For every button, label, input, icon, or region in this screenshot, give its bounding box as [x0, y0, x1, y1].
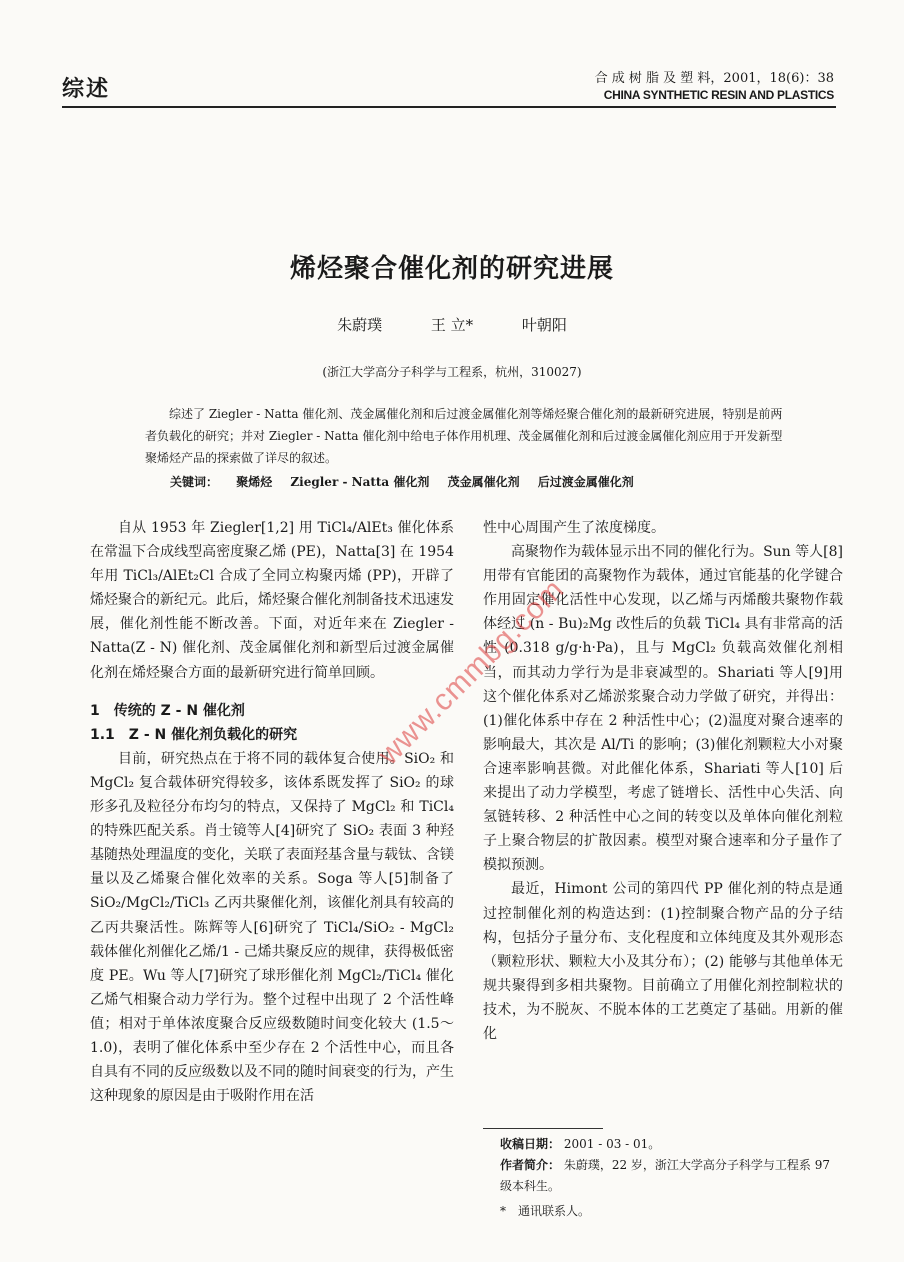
keyword: 后过渡金属催化剂: [537, 475, 634, 489]
affiliation: (浙江大学高分子科学与工程系，杭州，310027): [322, 365, 582, 379]
corresponding-note: * 通讯联系人。: [500, 1204, 591, 1218]
author-name: 叶朝阳: [521, 316, 567, 334]
left-column: [90, 516, 454, 1108]
watermark: www.cmmbg.com: [372, 572, 571, 772]
author-note: [500, 1155, 845, 1197]
body-paragraph: 最近，Himont 公司的第四代 PP 催化剂的特点是通过控制催化剂的构造达到：(1)控制聚合物产品的分子结构，包括分子量分布、支化程度和立体纯度及其外观形态（颗粒形状、颗粒大小及其分布）；(2) 能够与其他单体无规共聚得到多相共聚物。目前确立了用催化剂控制粒状的技术，为不脱灰、不脱本体的工艺奠定了基础。用新的催化: [483, 881, 843, 1042]
received-value: 2001 - 03 - 01。: [563, 1137, 661, 1151]
body-paragraph: 高聚物作为载体显示出不同的催化行为。Sun 等人[8] 用带有官能团的高聚物作为载体，通过官能基的化学键合作用固定催化活性中心发现，以乙烯与丙烯酸共聚物作载体经过 (n - Bu)₂Mg 改性后的负载 TiCl₄ 具有非常高的活性 (0.318 g/g·h·Pa)，且与 MgCl₂ 负载高效催化剂相当，而其动力学行为是非衰减型的。Shariati 等人[9]用这个催化体系对乙烯淤浆聚合动力学做了研究，并得出：(1)催化体系中存在 2 种活性中心；(2)温度对聚合速率的影响最大，其次是 Al/Ti 的影响；(3)催化剂颗粒大小对聚合速率影响甚微。对此催化体系，Shariati 等人[10] 后来提出了动力学模型，考虑了链增长、活性中心失活、向氢链转移、2 种活性中心之间的转变以及单体向催化剂粒子上聚合物层的扩散因素。模型对聚合速率和分子量作了模拟预测。: [483, 544, 843, 874]
author-list: [0, 314, 904, 335]
journal-header: [434, 70, 834, 104]
intro-paragraph: 自从 1953 年 Ziegler[1,2] 用 TiCl₄/AlEt₃ 催化体系在常温下合成线型高密度聚乙烯 (PE)，Natta[3] 在 1954 年用 TiCl₃/AlEt₂Cl 合成了全同立构聚丙烯 (PP)，开辟了烯烃聚合的新纪元。此后，烯烃聚合催化剂制备技术迅速发展，催化剂性能不断改善。下面，对近年来在 Ziegler - Natta(Z - N) 催化剂、茂金属催化剂和新型后过渡金属催化剂在烯烃聚合方面的最新研究进行简单回顾。: [90, 520, 454, 681]
body-paragraph: 性中心周围产生了浓度梯度。: [483, 520, 665, 536]
journal-english-name: CHINA SYNTHETIC RESIN AND PLASTICS: [603, 88, 834, 102]
keyword: 茂金属催化剂: [447, 475, 520, 489]
abstract: 综述了 Ziegler - Natta 催化剂、茂金属催化剂和后过渡金属催化剂等烯烃聚合催化剂的最新研究进展，特别是前两者负载化的研究；并对 Ziegler - Natta 催化剂中给电子体作用机理、茂金属催化剂和后过渡金属催化剂应用于开发新型聚烯烃产品的探索做了详尽的叙述。: [145, 407, 783, 465]
received-label: 收稿日期：: [500, 1137, 561, 1151]
body-paragraph: 目前，研究热点在于将不同的载体复合使用。SiO₂ 和 MgCl₂ 复合载体研究得较多，该体系既发挥了 SiO₂ 的球形多孔及粒径分布均匀的特点，又保持了 MgCl₂ 和 TiCl₄ 的特殊匹配关系。肖士镜等人[4]研究了 SiO₂ 表面 3 种羟基随热处理温度的变化，关联了表面羟基含量与载钛、含镁量以及乙烯聚合催化效率的关系。Soga 等人[5]制备了 SiO₂/MgCl₂/TiCl₃ 乙丙共聚催化剂，该催化剂具有较高的乙丙共聚活性。陈辉等人[6]研究了 TiCl₄/SiO₂ - MgCl₂ 载体催化剂催化乙烯/1 - 己烯共聚反应的规律，获得极低密度 PE。Wu 等人[7]研究了球形催化剂 MgCl₂/TiCl₄ 催化乙烯气相聚合动力学行为。整个过程中出现了 2 个活性峰值；相对于单体浓度聚合反应级数随时间变化较大 (1.5～1.0)，表明了催化体系中至少存在 2 个活性中心，而且各自具有不同的反应级数以及不同的随时间衰变的行为，产生这种现象的原因是由于吸附作用在活: [90, 750, 454, 1105]
keyword: Ziegler - Natta 催化剂: [290, 475, 430, 489]
subsection-heading: 1.1 Z - N 催化剂负载化的研究: [90, 726, 298, 743]
author-name: 王 立*: [430, 316, 474, 334]
keyword: 聚烯烃: [236, 475, 273, 489]
header-rule: [62, 106, 836, 108]
author-note-label: 作者简介：: [500, 1158, 561, 1172]
footnotes: [500, 1134, 845, 1222]
article-title: 烯烃聚合催化剂的研究进展: [289, 254, 614, 284]
author-name: 朱蔚璞: [337, 316, 383, 334]
section-heading: 1 传统的 Z - N 催化剂: [90, 702, 245, 719]
keywords: [170, 473, 634, 490]
footnote-rule: [483, 1128, 603, 1129]
received-date: [500, 1134, 845, 1155]
keywords-label: 关键词：: [170, 475, 219, 489]
journal-citation: 合 成 树 脂 及 塑 料，2001，18(6)：38: [594, 71, 834, 86]
section-label: 综述: [62, 77, 111, 102]
author-note-value: 朱蔚璞，22 岁，浙江大学高分子科学与工程系 97 级本科生。: [500, 1158, 831, 1193]
